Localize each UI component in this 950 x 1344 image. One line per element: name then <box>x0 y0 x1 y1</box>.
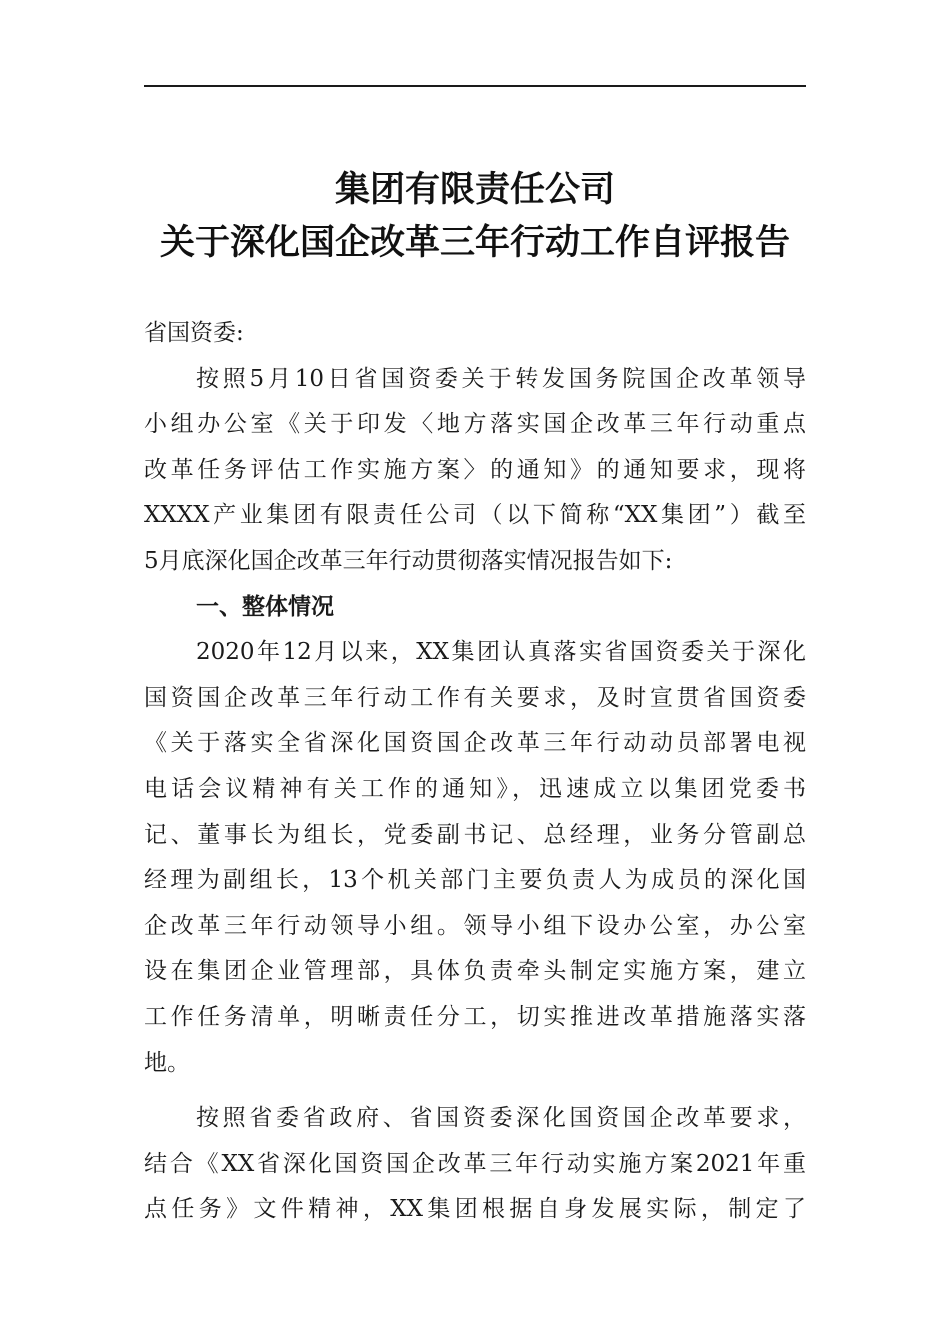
paragraph-1-line: 改革任务评估工作实施方案〉的通知》的通知要求，现将 <box>144 456 806 483</box>
paragraph-3-line: 点任务》文件精神，XX集团根据自身发展实际，制定了 <box>144 1196 806 1223</box>
document-title-line-1: 集团有限责任公司 <box>334 170 615 210</box>
document-body <box>144 311 806 1233</box>
paragraph-3-line: 结合《XX省深化国资国企改革三年行动实施方案2021年重 <box>144 1150 806 1177</box>
paragraph-2-line: 工作任务清单，明晰责任分工，切实推进改革措施落实落 <box>144 1003 806 1030</box>
paragraph-2-line: 电话会议精神有关工作的通知》，迅速成立以集团党委书 <box>144 775 806 802</box>
document-title-line-2: 关于深化国企改革三年行动工作自评报告 <box>159 223 790 263</box>
paragraph-1-line: 5月底深化国企改革三年行动贯彻落实情况报告如下: <box>144 547 673 574</box>
paragraph-gap <box>144 1086 806 1096</box>
paragraph-3-line: 按照省委省政府、省国资委深化国资国企改革要求， <box>196 1105 806 1132</box>
paragraph-2-line: 记、董事长为组长，党委副书记、总经理，业务分管副总 <box>144 821 806 848</box>
paragraph-2-line: 经理为副组长，13个机关部门主要负责人为成员的深化国 <box>144 867 806 894</box>
salutation: 省国资委: <box>144 320 244 346</box>
paragraph-2-line: 2020年12月以来，XX集团认真落实省国资委关于深化 <box>196 639 806 666</box>
paragraph-2-line: 《关于落实全省深化国资国企改革三年行动动员部署电视 <box>144 730 806 757</box>
paragraph-2-line: 企改革三年行动领导小组。领导小组下设办公室，办公室 <box>144 912 806 939</box>
paragraph-1-line: XXXX产业集团有限责任公司（以下简称“XX集团”）截至 <box>144 502 806 529</box>
paragraph-2-line: 设在集团企业管理部，具体负责牵头制定实施方案，建立 <box>144 958 806 985</box>
paragraph-1-line: 按照5月10日省国资委关于转发国务院国企改革领导 <box>196 365 806 392</box>
section-heading: 一、整体情况 <box>196 593 334 620</box>
paragraph-2-line: 地。 <box>144 1049 190 1076</box>
paragraph-1-line: 小组办公室《关于印发〈地方落实国企改革三年行动重点 <box>144 411 806 438</box>
paragraph-2-line: 国资国企改革三年行动工作有关要求，及时宣贯省国资委 <box>144 684 806 711</box>
header-rule <box>144 85 806 87</box>
